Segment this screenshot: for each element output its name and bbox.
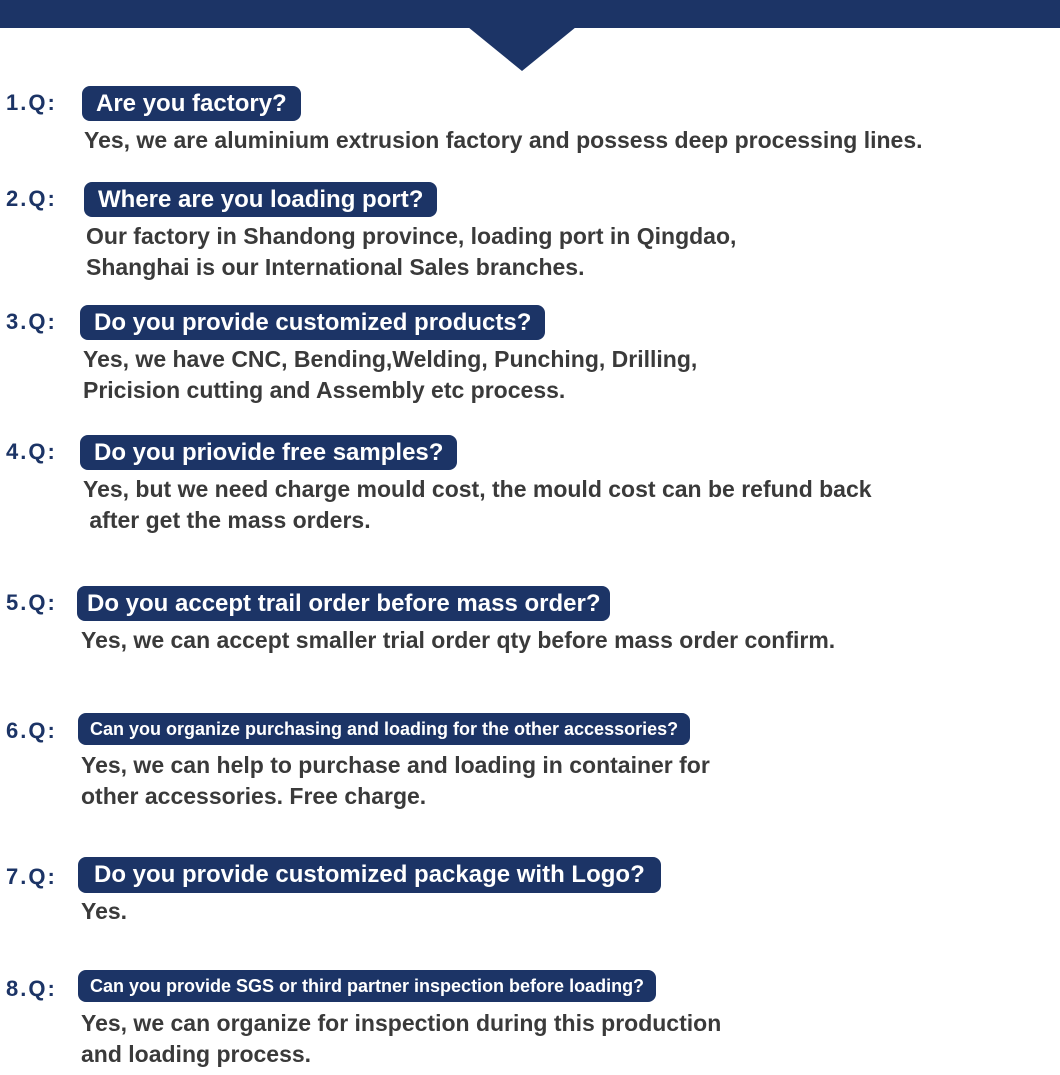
top-banner	[0, 0, 1060, 28]
question-pill: Do you priovide free samples?	[80, 435, 457, 470]
question-pill: Where are you loading port?	[84, 182, 437, 217]
question-number: 2.Q:	[6, 186, 57, 211]
answer-text: Yes, we can accept smaller trial order qty before mass order confirm.	[81, 627, 836, 653]
question-pill: Do you provide customized package with Logo?	[78, 857, 661, 893]
answer-text: Yes, we have CNC, Bending,Welding, Punching, Drilling, Pricision cutting and Assembly etc process.	[83, 346, 698, 403]
question-number: 1.Q:	[6, 90, 57, 115]
answer-text: Yes, we can help to purchase and loading in container for other accessories. Free charge.	[81, 752, 710, 809]
question-number: 3.Q:	[6, 309, 57, 334]
question-pill: Do you accept trail order before mass order?	[77, 586, 610, 621]
question-number: 7.Q:	[6, 864, 57, 889]
question-number: 8.Q:	[6, 976, 57, 1001]
question-pill: Do you provide customized products?	[80, 305, 545, 340]
question-number: 4.Q:	[6, 439, 57, 464]
question-pill: Can you provide SGS or third partner inspection before loading?	[78, 970, 656, 1002]
question-number: 5.Q:	[6, 590, 57, 615]
answer-text: Yes.	[81, 898, 128, 924]
question-pill: Are you factory?	[82, 86, 301, 121]
question-pill: Can you organize purchasing and loading for the other accessories?	[78, 713, 690, 745]
question-number: 6.Q:	[6, 718, 57, 743]
answer-text: Our factory in Shandong province, loading port in Qingdao, Shanghai is our International Sales branches.	[86, 223, 737, 280]
answer-text: Yes, we are aluminium extrusion factory and possess deep processing lines.	[84, 127, 923, 153]
answer-text: Yes, we can organize for inspection during this production and loading process.	[81, 1010, 722, 1067]
answer-text: Yes, but we need charge mould cost, the mould cost can be refund back after get the mass orders.	[83, 476, 872, 533]
banner-down-arrow-icon	[468, 27, 576, 71]
